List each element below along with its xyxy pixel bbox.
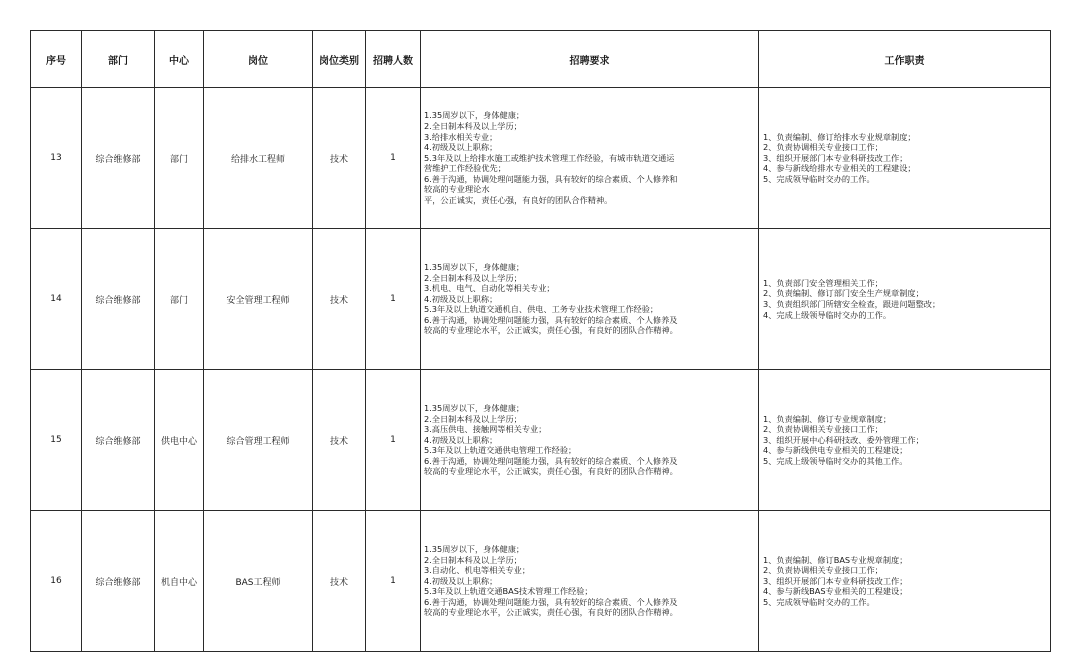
duty-line: 1、负责编制、修订专业规章制度； [763,413,892,424]
duty-line: 3、组织开展部门本专业科研技改工作； [763,575,908,586]
cell-center: 机自中心 [155,511,204,652]
cell-category: 技术 [313,229,366,370]
cell-post: 给排水工程师 [204,88,313,229]
cell-no: 14 [31,229,82,370]
cell-requirements [421,88,759,229]
requirement-line: 6.善于沟通，协调处理问题能力强，具有较好的综合素质、个人修养及 [424,314,678,325]
requirement-line: 3.自动化、机电等相关专业； [424,565,531,576]
requirement-line: 2.全日制本科及以上学历； [424,554,522,565]
cell-no: 16 [31,511,82,652]
duty-line: 4、参与新线BAS专业相关的工程建设； [763,586,908,597]
table-row [31,88,1051,229]
duty-line: 2、负责协调相关专业接口工作； [763,565,883,576]
cell-post: 综合管理工程师 [204,370,313,511]
cell-dept: 综合维修部 [82,511,155,652]
requirement-line: 6.善于沟通，协调处理问题能力强，具有较好的综合素质、个人修养及 [424,455,678,466]
cell-dept: 综合维修部 [82,229,155,370]
duty-line: 1、负责编制、修订给排水专业规章制度； [763,131,916,142]
header-dept: 部门 [82,31,155,88]
duty-line: 3、组织开展中心科研技改、委外管理工作； [763,434,924,445]
duty-line: 4、完成上级领导临时交办的工作。 [763,309,892,320]
requirement-line: 4.初级及以上职称； [424,293,498,304]
requirement-line: 1.35周岁以下，身体健康； [424,261,525,272]
cell-count: 1 [366,88,421,229]
cell-category: 技术 [313,370,366,511]
cell-requirements [421,511,759,652]
cell-post: 安全管理工程师 [204,229,313,370]
requirement-line: 5.3年及以上轨道交通供电管理工作经验； [424,445,577,456]
cell-center: 供电中心 [155,370,204,511]
requirement-line: 较高的专业理论水 [424,184,490,195]
recruitment-table [30,30,1051,652]
cell-dept: 综合维修部 [82,88,155,229]
header-center: 中心 [155,31,204,88]
cell-category: 技术 [313,511,366,652]
requirement-line: 1.35周岁以下，身体健康； [424,543,525,554]
duty-line: 2、负责协调相关专业接口工作； [763,142,883,153]
cell-requirements [421,370,759,511]
requirement-line: 2.全日制本科及以上学历； [424,120,522,131]
cell-no: 13 [31,88,82,229]
cell-no: 15 [31,370,82,511]
requirement-line: 平，公正诚实，责任心强，有良好的团队合作精神。 [424,195,613,206]
cell-center: 部门 [155,88,204,229]
cell-count: 1 [366,370,421,511]
requirement-line: 3.机电、电气、自动化等相关专业； [424,283,555,294]
requirement-line: 1.35周岁以下，身体健康； [424,110,525,121]
cell-dept: 综合维修部 [82,370,155,511]
duty-line: 4、参与新线给排水专业相关的工程建设； [763,163,916,174]
cell-duties [759,229,1051,370]
table-row [31,370,1051,511]
header-no: 序号 [31,31,82,88]
requirement-line: 4.初级及以上职称； [424,575,498,586]
duty-line: 3、组织开展部门本专业科研技改工作； [763,152,908,163]
requirement-line: 较高的专业理论水平，公正诚实，责任心强，有良好的团队合作精神。 [424,325,678,336]
requirement-line: 营维护工作经验优先； [424,163,506,174]
duty-line: 2、负责协调相关专业接口工作； [763,424,883,435]
header-row [31,31,1051,88]
table-row [31,229,1051,370]
header-category: 岗位类别 [313,31,366,88]
cell-duties [759,511,1051,652]
cell-duties [759,370,1051,511]
requirement-line: 3.给排水相关专业； [424,131,498,142]
header-requirements: 招聘要求 [421,31,759,88]
header-duties: 工作职责 [759,31,1051,88]
cell-post: BAS工程师 [204,511,313,652]
requirement-line: 较高的专业理论水平，公正诚实，责任心强，有良好的团队合作精神。 [424,607,678,618]
duty-line: 5、完成上级领导临时交办的其他工作。 [763,455,908,466]
requirement-line: 2.全日制本科及以上学历； [424,272,522,283]
duty-line: 1、负责部门安全管理相关工作； [763,277,883,288]
cell-duties [759,88,1051,229]
cell-category: 技术 [313,88,366,229]
requirement-line: 5.3年及以上轨道交通BAS技术管理工作经验； [424,586,593,597]
requirement-line: 4.初级及以上职称； [424,434,498,445]
recruitment-table-sheet [30,30,1050,618]
requirement-line: 6.善于沟通，协调处理问题能力强，具有较好的综合素质、个人修养和 [424,173,678,184]
duty-line: 4、参与新线供电专业相关的工程建设； [763,445,908,456]
header-post: 岗位 [204,31,313,88]
cell-requirements [421,229,759,370]
cell-center: 部门 [155,229,204,370]
requirement-line: 5.3年及以上给排水施工或维护技术管理工作经验，有城市轨道交通运 [424,152,675,163]
duty-line: 3、负责组织部门所辖安全检查，跟进问题整改； [763,299,941,309]
requirement-line: 5.3年及以上轨道交通机自、供电、工务专业技术管理工作经验； [424,304,659,315]
requirement-line: 6.善于沟通，协调处理问题能力强，具有较好的综合素质、个人修养及 [424,596,678,607]
cell-count: 1 [366,511,421,652]
header-count: 招聘人数 [366,31,421,88]
duty-line: 2、负责编制、修订部门安全生产规章制度； [763,288,924,299]
requirement-line: 4.初级及以上职称； [424,142,498,153]
duty-line: 1、负责编制、修订BAS专业规章制度； [763,554,908,565]
requirement-line: 1.35周岁以下，身体健康； [424,402,525,413]
duty-line: 5、完成领导临时交办的工作。 [763,173,875,184]
requirement-line: 较高的专业理论水平，公正诚实，责任心强，有良好的团队合作精神。 [424,466,678,477]
requirement-line: 2.全日制本科及以上学历； [424,413,522,424]
duty-line: 5、完成领导临时交办的工作。 [763,596,875,607]
requirement-line: 3.高压供电、接触网等相关专业； [424,424,547,435]
table-row [31,511,1051,652]
cell-count: 1 [366,229,421,370]
